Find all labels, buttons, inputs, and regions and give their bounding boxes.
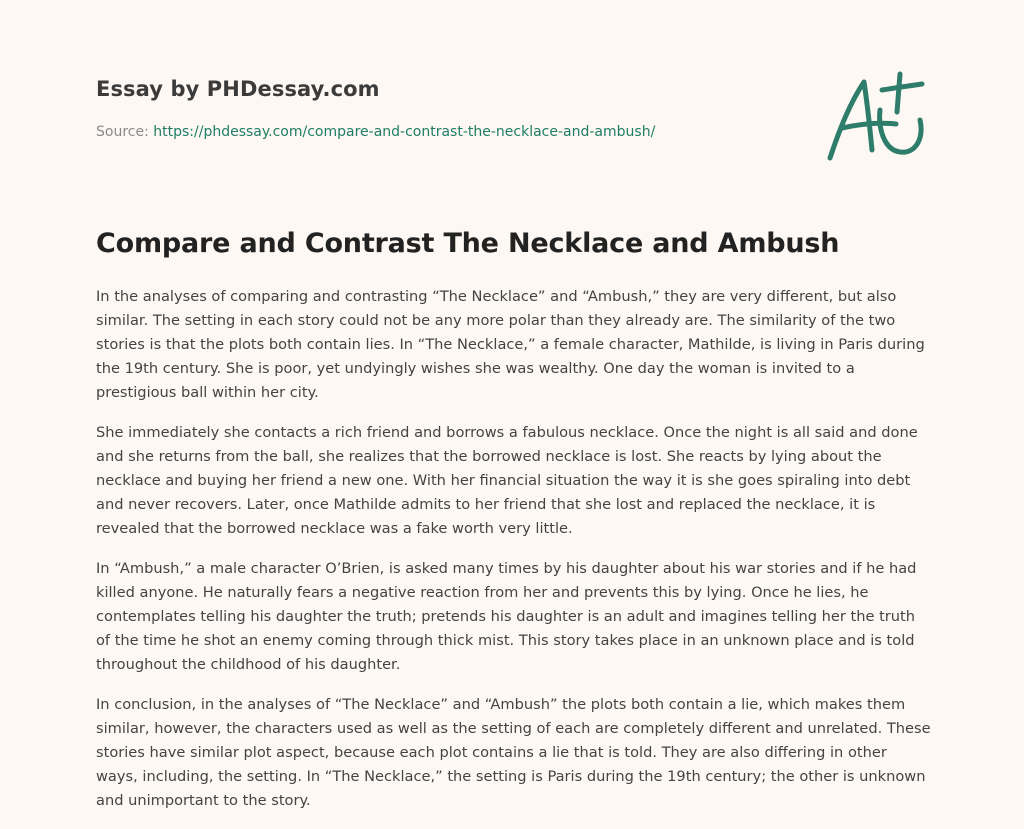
paragraph: In “Ambush,” a male character O’Brien, is asked many times by his daughter about his war stories and if he had killed anyone. He naturally fears a negative reaction from her and prevents this by lying. Once he lies, he contemplates telling his daughter the truth; pretends his daughter is an adult and imagines telling her the truth of the time he shot an enemy coming through thick mist. This story takes place in an unknown place and is told throughout the childhood of his daughter. (96, 560, 917, 673)
paragraph: She immediately she contacts a rich friend and borrows a fabulous necklace. Once the night is all said and done and she returns from the ball, she realizes that the borrowed necklace is lost. She reacts by lying about the necklace and buying her friend a new one. With her financial situation the way it is she goes spiraling into debt and never recovers. Later, once Mathilde admits to her friend that she lost and replaced the necklace, it is revealed that the borrowed necklace was a fake worth very little. (96, 424, 918, 537)
site-brand: Essay by PHDessay.com (96, 77, 380, 101)
paragraph: In conclusion, in the analyses of “The Necklace” and “Ambush” the plots both contain a lie, which makes them similar, however, the characters used as well as the setting of each are completely different and unrelated. These stories have similar plot aspect, because each plot contains a lie that is told. They are also differing in other ways, including, the setting. In “The Necklace,” the setting is Paris during the 19th century; the other is unknown and unimportant to the story. (96, 696, 931, 809)
source-line (96, 124, 655, 140)
a-plus-grade-icon (820, 68, 930, 168)
source-link[interactable]: https://phdessay.com/compare-and-contrast-the-necklace-and-ambush/ (153, 124, 656, 140)
essay-body (96, 285, 931, 829)
essay-title: Compare and Contrast The Necklace and Ambush (96, 228, 840, 259)
source-label: Source: (96, 124, 149, 140)
paragraph: In the analyses of comparing and contrasting “The Necklace” and “Ambush,” they are very different, but also similar. The setting in each story could not be any more polar than they already are. The similarity of the two stories is that the plots both contain lies. In “The Necklace,” a female character, Mathilde, is living in Paris during the 19th century. She is poor, yet undyingly wishes she was wealthy. One day the woman is invited to a prestigious ball within her city. (96, 288, 925, 401)
